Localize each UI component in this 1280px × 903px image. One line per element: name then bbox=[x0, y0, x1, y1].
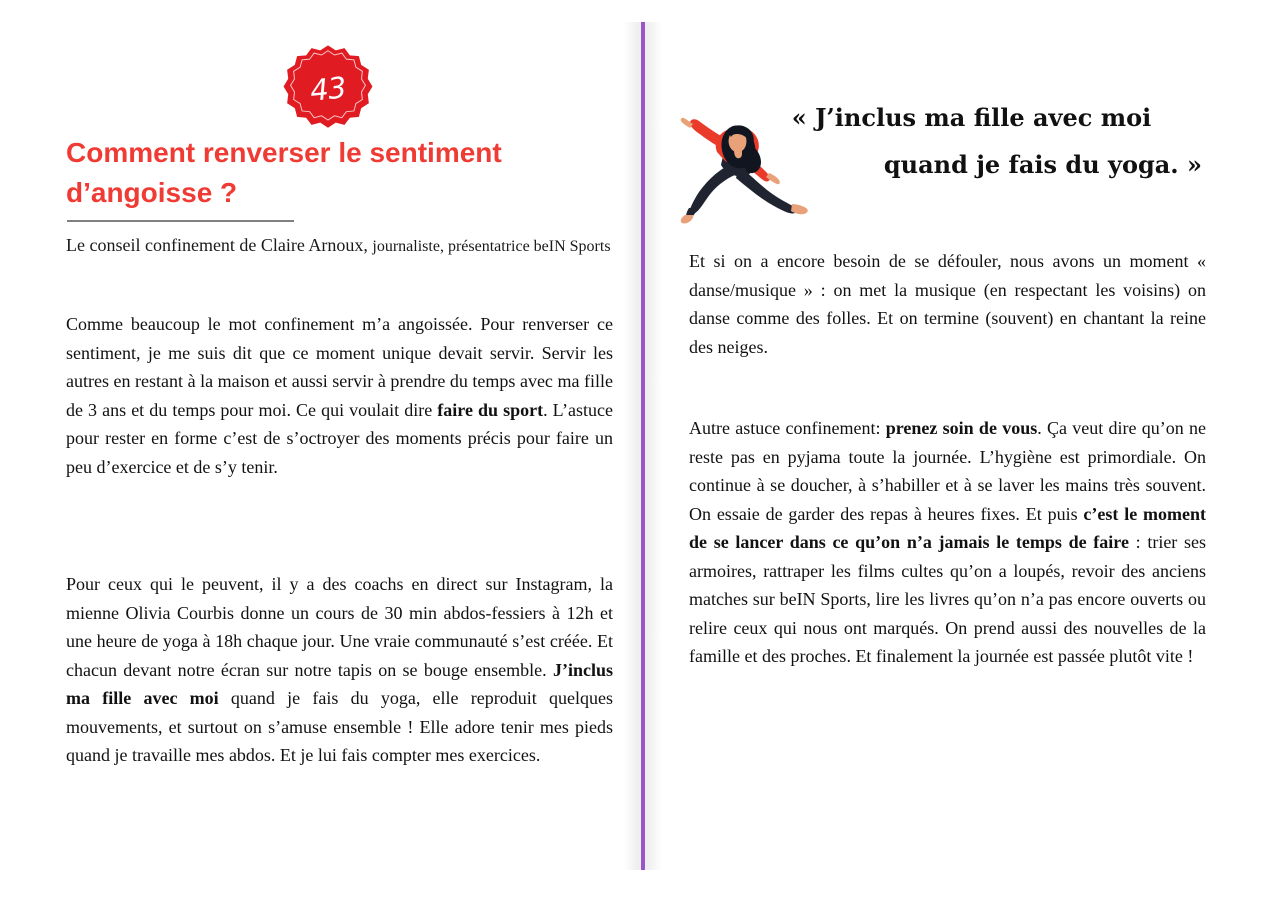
badge-number-text: 43 bbox=[308, 70, 348, 108]
left-paragraph-1 bbox=[66, 310, 613, 481]
quote-line-1: « J’inclus ma fille avec moi bbox=[791, 103, 1152, 132]
pull-quote bbox=[737, 94, 1206, 188]
left-paragraph-2 bbox=[66, 570, 613, 770]
right-paragraph-1: Et si on a encore besoin de se défouler, nous avons un moment « danse/musique » : on met la musique (en respectant les voisins) on danse comme des folles. Et on termine (souvent) en chantant la reine des neiges. bbox=[689, 251, 1206, 357]
tip-number-badge bbox=[283, 44, 373, 134]
lp1-bold: faire du sport bbox=[437, 399, 544, 420]
rp2-bold-2: c’est le moment de se lancer dans ce qu’on n’a jamais le temps de faire bbox=[689, 503, 1206, 552]
lp2-text-b: quand je fais du yoga, elle reproduit quelques mouvements, et surtout on s’amuse ensemble ! Elle adore tenir mes pieds quand je travaille mes abdos. Et je lui fais compter mes exercices. bbox=[66, 688, 613, 765]
column-divider bbox=[641, 22, 645, 870]
quote-line-2: quand je fais du yoga. » bbox=[883, 150, 1202, 179]
byline bbox=[66, 233, 613, 259]
headline-line-2: d’angoisse ? bbox=[66, 177, 238, 208]
page-title bbox=[66, 133, 613, 213]
rp2-bold-1: prenez soin de vous bbox=[885, 418, 1038, 438]
lp2-bold: J’inclus ma fille avec moi bbox=[66, 659, 613, 708]
lp1-text-b: . L’astuce pour rester en forme c’est de s’octroyer des moments précis pour faire un peu d’exercice et de s’y tenir. bbox=[66, 399, 613, 477]
headline-line-1: Comment renverser le sentiment bbox=[66, 137, 502, 168]
rp2-text-b: . Ça veut dire qu’on ne reste pas en pyjama toute la journée. L’hygiène est primordiale. On continue à se doucher, à s’habiller et à se laver les mains très souvent. On essaie de garder des repas à heures fixes. Et puis bbox=[689, 418, 1206, 524]
byline-role: journaliste, présentatrice beIN Sports bbox=[372, 238, 611, 255]
byline-main: Le conseil confinement de Claire Arnoux, bbox=[66, 235, 368, 255]
lp2-text-a: Pour ceux qui le peuvent, il y a des coachs en direct sur Instagram, la mienne Olivia Courbis donne un cours de 30 min abdos-fessiers à 12h et une heure de yoga à 18h chaque jour. Une vraie communauté s’est créée. Et chacun devant notre écran sur notre tapis on se bouge ensemble. bbox=[66, 574, 613, 680]
title-divider-rule bbox=[67, 220, 294, 222]
right-paragraph-2 bbox=[689, 414, 1206, 671]
rp2-text-c: : trier ses armoires, rattraper les films cultes qu’on a loupés, revoir des anciens matches sur beIN Sports, lire les livres qu’on n’a pas encore ouverts ou relire ceux qui nous ont marqués. On prend aussi des nouvelles de la famille et des proches. Et finalement la journée est passée plutôt vite ! bbox=[689, 532, 1206, 666]
rp2-text-a: Autre astuce confinement: bbox=[689, 418, 886, 438]
lp1-text-a: Comme beaucoup le mot confinement m’a angoissée. Pour renverser ce sentiment, je me suis dit que ce moment unique devait servir. Servir les autres en restant à la maison et aussi servir à prendre du temps avec ma fille de 3 ans et du temps pour moi. Ce qui voulait dire bbox=[66, 314, 613, 420]
